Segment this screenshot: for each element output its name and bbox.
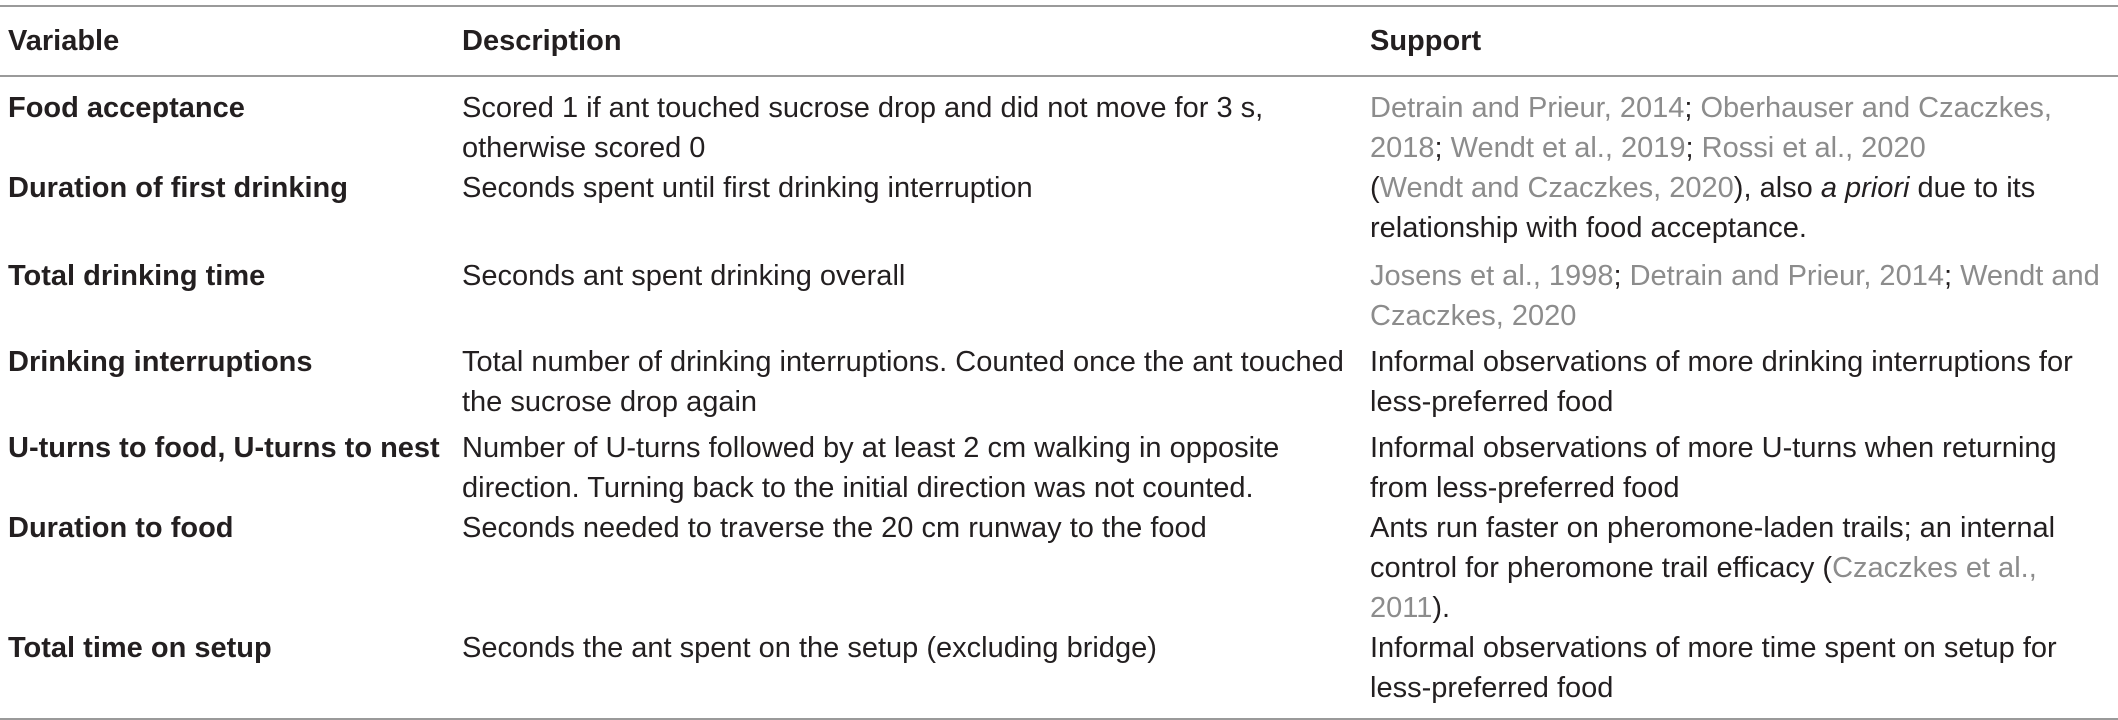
- table-row: [0, 256, 2118, 342]
- variable-cell: Food acceptance: [8, 92, 245, 124]
- variable-cell: U-turns to food, U-turns to nest: [8, 432, 440, 464]
- separator: ;: [1613, 260, 1630, 292]
- citation-link[interactable]: Wendt and Czaczkes, 2020: [1379, 172, 1734, 204]
- support-cell: [1362, 76, 2118, 168]
- table-row: [0, 76, 2118, 168]
- support-cell: Informal observations of more time spent on setup for less-preferred food: [1370, 632, 2057, 704]
- table-row: [0, 342, 2118, 428]
- variable-cell: Total drinking time: [8, 260, 266, 292]
- citation-link[interactable]: Detrain and Prieur, 2014: [1629, 260, 1944, 292]
- support-text: Ants run faster on pheromone-laden trails; an internal control for pheromone trail efficacy (: [1370, 512, 2056, 584]
- description-cell: Number of U-turns followed by at least 2 cm walking in opposite direction. Turning back to the initial direction was not counted.: [462, 432, 1280, 504]
- citation-link[interactable]: Wendt and Czaczkes, 2020: [1370, 260, 2100, 332]
- table-row: [0, 628, 2118, 719]
- table-body: [0, 76, 2118, 719]
- variable-cell: Drinking interruptions: [8, 346, 313, 378]
- support-text: ).: [1432, 592, 1451, 624]
- variables-table: [0, 5, 2118, 720]
- support-text: (: [1370, 172, 1380, 204]
- table-row: [0, 508, 2118, 628]
- header-support: Support: [1370, 25, 1482, 57]
- separator: ;: [1684, 92, 1701, 124]
- table-header: [0, 6, 2118, 76]
- support-cell: [1362, 168, 2118, 256]
- description-cell: Seconds the ant spent on the setup (excluding bridge): [462, 632, 1157, 664]
- description-cell: Seconds spent until first drinking interruption: [462, 172, 1033, 204]
- separator: ;: [1943, 260, 1961, 292]
- description-cell: Scored 1 if ant touched sucrose drop and did not move for 3 s, otherwise scored 0: [462, 92, 1264, 164]
- support-cell: [1362, 508, 2118, 628]
- support-text: ), also: [1733, 172, 1821, 204]
- header-description: Description: [462, 25, 622, 57]
- support-cell: Informal observations of more drinking interruptions for less-preferred food: [1370, 346, 2073, 418]
- citation-link[interactable]: Wendt et al., 2019: [1450, 132, 1686, 164]
- citation-link[interactable]: Oberhauser and Czaczkes, 2018: [1370, 92, 2052, 164]
- citation-link[interactable]: Rossi et al., 2020: [1701, 132, 1926, 164]
- separator: ;: [1434, 132, 1451, 164]
- citation-link[interactable]: Czaczkes et al., 2011: [1370, 552, 2037, 624]
- citation-link[interactable]: Josens et al., 1998: [1370, 260, 1614, 292]
- separator: ;: [1685, 132, 1702, 164]
- table-row: [0, 168, 2118, 256]
- table-row: [0, 428, 2118, 508]
- support-text: due to its relationship with food acceptance.: [1370, 172, 2036, 244]
- support-cell: Informal observations of more U-turns when returning from less-preferred food: [1370, 432, 2057, 504]
- description-cell: Seconds ant spent drinking overall: [462, 260, 906, 292]
- description-cell: Seconds needed to traverse the 20 cm runway to the food: [462, 512, 1207, 544]
- header-row: [0, 6, 2118, 76]
- variable-cell: Total time on setup: [8, 632, 272, 664]
- variable-cell: Duration to food: [8, 512, 234, 544]
- italic-term: a priori: [1820, 172, 1910, 204]
- citation-link[interactable]: Detrain and Prieur, 2014: [1370, 92, 1685, 124]
- support-cell: [1362, 256, 2118, 342]
- description-cell: Total number of drinking interruptions. Counted once the ant touched the sucrose drop again: [462, 346, 1344, 418]
- header-variable: Variable: [8, 25, 120, 57]
- variable-cell: Duration of first drinking: [8, 172, 348, 204]
